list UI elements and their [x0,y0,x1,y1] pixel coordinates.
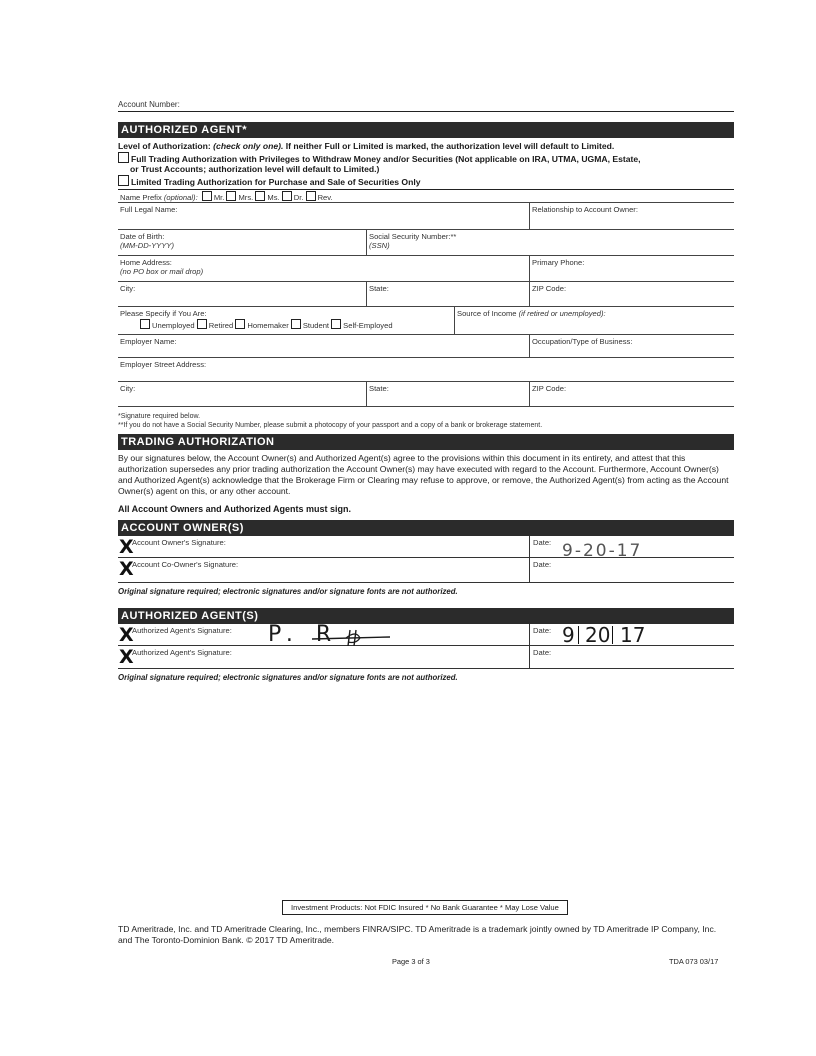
name-prefix-row [118,190,734,203]
prefix-mr-checkbox[interactable] [202,191,212,201]
agent2-date-label: Date: [533,648,552,657]
unemployed-label: Unemployed [152,321,195,330]
level-suffix: If neither Full or Limited is marked, the authorization level will default to Limited. [285,141,615,151]
occupation-label: Occupation/Type of Business: [532,337,633,346]
owner-handwritten-date: 9-20-17 [562,541,643,561]
agent-date-label: Date: [533,626,552,635]
agent-date-year: 17 [620,623,646,647]
home-address-note: (no PO box or mail drop) [120,267,204,276]
relationship-field[interactable] [529,203,734,229]
occupation-field[interactable] [529,335,734,357]
agent-date-month: 9 [562,623,575,647]
employer-name-label: Employer Name: [120,337,177,346]
full-trading-label-cont: or Trust Accounts; authorization level will default to Limited.) [130,164,380,174]
owner-signature-row [118,536,734,561]
employer-city-label: City: [120,384,136,393]
sign-here-x-icon: X [119,536,134,558]
coowner-signature-row [118,558,734,583]
employer-street-label: Employer Street Address: [120,360,207,369]
coowner-signature-label: Account Co-Owner's Signature: [132,560,239,569]
level-of-authorization [118,141,734,187]
source-income-label: Source of Income [457,309,517,318]
agent-handwritten-signature: P. R [268,622,340,647]
prefix-rev-label: Rev. [317,193,333,202]
footer-legal-text: TD Ameritrade, Inc. and TD Ameritrade Clearing, Inc., members FINRA/SIPC. TD Ameritrade is a trademark jointly owned by TD Ameritrade IP Company, Inc. and The Toronto-Dominion Bank. © 2017 TD Ameritrade. [118,924,717,945]
employment-status-cell [118,307,454,334]
employer-city-field[interactable] [118,382,366,406]
agent-original-signature-note: Original signature required; electronic signatures and/or signature fonts are not authorized. [118,673,458,682]
primary-phone-field[interactable] [529,256,734,281]
prefix-mrs-checkbox[interactable] [226,191,236,201]
authorized-agent-header: AUTHORIZED AGENT* [118,122,734,138]
primary-phone-label: Primary Phone: [532,258,585,267]
full-legal-name-field[interactable] [118,203,529,229]
employer-city-row [118,382,734,407]
full-trading-label: Full Trading Authorization with Privileges to Withdraw Money and/or Securities (Not applicable on IRA, UTMA, UGMA, Estate, [131,153,641,164]
agent-date-day: 20 [585,623,611,647]
trading-authorization-text: By our signatures below, the Account Owner(s) and Authorized Agent(s) agree to the provisions within this document in its entirety, and attest that this authorization supersedes any prior trading authorization the Account Owner(s) may have executed with regard to the Account. Furthermore, Account Owner(s) and Authorized Agent(s) acknowledge that the Brokerage Firm or Clearing may refuse to approve, or remove, the Authorized Agent(s) from acting as the Account Owner(s) agent on this, or any other account. [118,453,729,496]
coowner-date-label: Date: [533,560,552,569]
limited-trading-label: Limited Trading Authorization for Purchase and Sale of Securities Only [131,176,421,187]
agent2-signature-row [118,646,734,669]
owner-date-field[interactable] [529,536,734,561]
sig-required-note: *Signature required below. [118,413,201,420]
home-address-field[interactable] [118,256,529,281]
self-employed-checkbox[interactable] [331,319,341,329]
employer-zip-field[interactable] [529,382,734,406]
agent-signature-row [118,624,734,646]
employer-street-row [118,358,734,382]
agent-date-field[interactable] [529,624,734,645]
employment-status-row [118,307,734,335]
retired-checkbox[interactable] [197,319,207,329]
retired-label: Retired [208,321,234,330]
form-page [118,95,734,682]
dob-field[interactable] [118,230,366,255]
dob-label: Date of Birth: [120,232,165,241]
unemployed-checkbox[interactable] [140,319,150,329]
coowner-date-field[interactable] [529,558,734,582]
self-employed-label: Self-Employed [343,321,393,330]
city-field[interactable] [118,282,366,306]
owner-original-signature-note: Original signature required; electronic signatures and/or signature fonts are not authorized. [118,587,458,596]
must-sign-text: All Account Owners and Authorized Agents must sign. [118,504,352,514]
footnotes [118,412,734,430]
state-field[interactable] [366,282,529,306]
prefix-dr-label: Dr. [293,193,304,202]
name-prefix-cell [118,190,734,202]
prefix-rev-checkbox[interactable] [306,191,316,201]
owner-date-label: Date: [533,538,552,547]
form-id: TDA 073 03/17 [669,957,719,966]
level-check-one: (check only one). [213,141,284,151]
specify-label: Please Specify if You Are: [120,309,207,318]
ssn-note: **If you do not have a Social Security Number, please submit a photocopy of your passport and a copy of a bank or brokerage statement. [118,422,543,429]
owner-signature-label: Account Owner's Signature: [132,538,226,547]
city-label: City: [120,284,136,293]
employer-row [118,335,734,358]
account-owners-header: ACCOUNT OWNER(S) [118,520,734,536]
sign-here-x-icon: X [119,558,134,580]
employer-zip-label: ZIP Code: [532,384,567,393]
agent-signature-field[interactable] [118,624,529,645]
home-address-label: Home Address: [120,258,172,267]
full-name-row [118,203,734,230]
student-checkbox[interactable] [291,319,301,329]
prefix-mrs-label: Mrs. [238,193,254,202]
account-number-label: Account Number: [118,100,180,109]
coowner-signature-field[interactable] [118,558,529,582]
investment-disclaimer: Investment Products: Not FDIC Insured * No Bank Guarantee * May Lose Value [282,900,568,915]
zip-label: ZIP Code: [532,284,567,293]
homemaker-checkbox[interactable] [235,319,245,329]
agent2-signature-label: Authorized Agent's Signature: [132,648,232,657]
owner-signature-field[interactable] [118,536,529,557]
agent2-date-field[interactable] [529,646,734,668]
ssn-format: (SSN) [369,241,390,250]
zip-field[interactable] [529,282,734,306]
signature-scribble [310,628,400,646]
level-prefix: Level of Authorization: [118,141,211,151]
name-prefix-optional: (optional): [163,193,198,202]
state-label: State: [369,284,389,293]
student-label: Student [302,321,330,330]
dob-format: (MM-DD-YYYY) [120,241,174,250]
dob-ssn-row [118,230,734,256]
employer-state-label: State: [369,384,389,393]
city-state-zip-row [118,282,734,307]
prefix-mr-label: Mr. [213,193,225,202]
full-trading-checkbox[interactable] [118,152,129,163]
sign-here-x-icon: X [119,624,134,646]
agent2-signature-field[interactable] [118,646,529,668]
trading-authorization-header: TRADING AUTHORIZATION [118,434,734,450]
source-income-field[interactable] [454,307,734,334]
page-number: Page 3 of 3 [392,957,430,966]
account-number-line[interactable] [118,95,734,112]
homemaker-label: Homemaker [247,321,289,330]
limited-trading-checkbox[interactable] [118,175,129,186]
source-income-note: (if retired or unemployed): [518,309,606,318]
prefix-ms-checkbox[interactable] [255,191,265,201]
authorized-agents-header: AUTHORIZED AGENT(S) [118,608,734,624]
ssn-label: Social Security Number:** [369,232,457,241]
prefix-ms-label: Ms. [267,193,280,202]
ssn-field[interactable] [366,230,734,255]
employer-state-field[interactable] [366,382,529,406]
employer-street-field[interactable] [118,358,734,381]
prefix-dr-checkbox[interactable] [282,191,292,201]
sign-here-x-icon: X [119,646,134,668]
agent-signature-label: Authorized Agent's Signature: [132,626,232,635]
address-row [118,256,734,282]
full-legal-name-label: Full Legal Name: [120,205,178,214]
employer-name-field[interactable] [118,335,529,357]
relationship-label: Relationship to Account Owner: [532,205,638,214]
name-prefix-label: Name Prefix [120,193,162,202]
agent-info-grid [118,189,734,407]
